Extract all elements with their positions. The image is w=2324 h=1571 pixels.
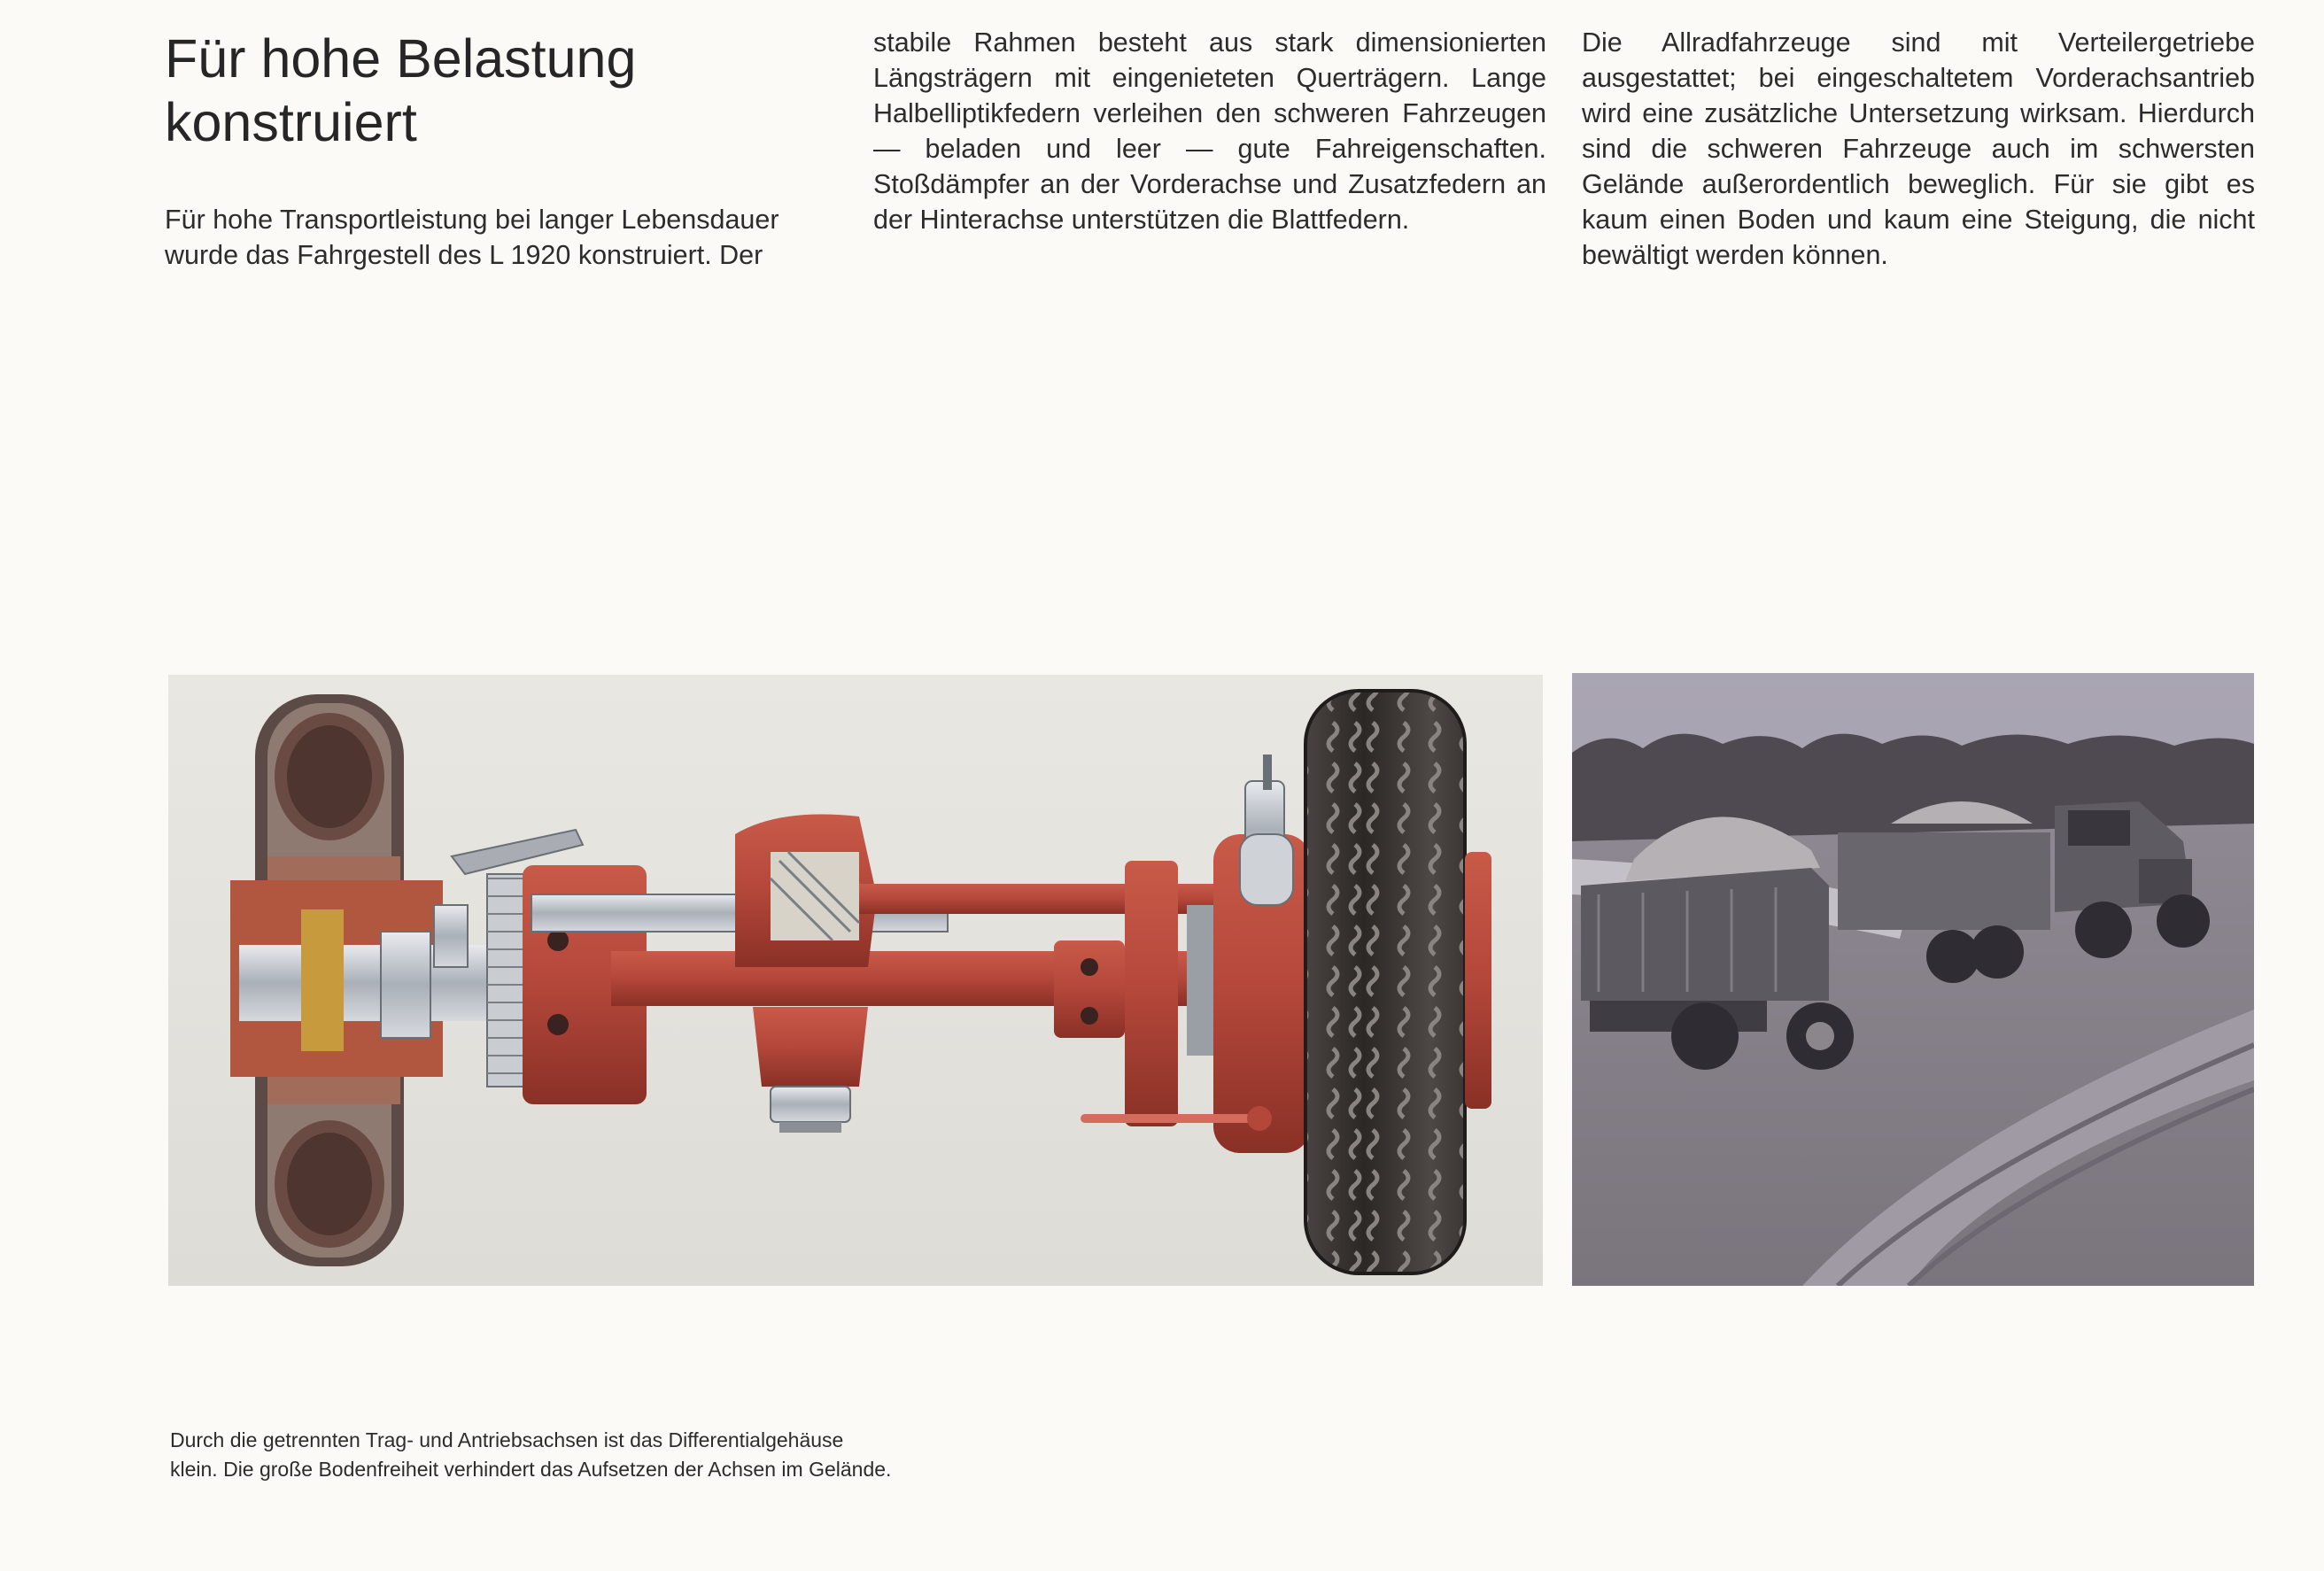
intro-paragraph: Für hohe Transportleistung bei langer Lebensdauer wurde das Fahrgestell des L 1920 konstruiert. Der bbox=[165, 205, 779, 270]
text-column-2-body: Längsträgern mit eingenieteten Querträgern. Lange Halbelliptikfedern verleihen den schweren Fahrzeugen — beladen und leer — gute Fahreigenschaften. Stoßdämpfer an der Vorderachse und Zusatzfedern an der Hinterachse unterstützen die Blattfedern. bbox=[873, 63, 1546, 235]
axle-cutaway-illustration bbox=[168, 675, 1543, 1286]
text-column-2-lead: stabile Rahmen besteht aus stark dimensionierten bbox=[873, 27, 1546, 58]
brake-rod bbox=[1081, 1114, 1258, 1123]
right-tyre bbox=[1305, 691, 1491, 1273]
text-column-2 bbox=[873, 25, 1546, 237]
heading-line-2: konstruiert bbox=[165, 92, 417, 152]
text-column-3: Die Allradfahrzeuge sind mit Verteilergetriebe ausgestattet; bei eingeschaltetem Vorderachsantrieb wird eine zusätzliche Untersetzung wirksam. Hierdurch sind die schweren Fahrzeuge auch im schwersten Gelände außerordentlich beweglich. Für sie gibt es kaum einen Boden und kaum eine Steigung, die nicht bewältigt werden können. bbox=[1582, 27, 2255, 270]
page-heading bbox=[165, 27, 838, 154]
truck-with-trailer-photo bbox=[1572, 673, 2254, 1286]
truck-photo-drawing bbox=[1572, 673, 2254, 1286]
heading-line-1: Für hohe Belastung bbox=[165, 28, 637, 89]
figure-caption: Durch die getrennten Trag- und Antriebsachsen ist das Differentialgehäuse klein. Die große Bodenfreiheit verhindert das Aufsetzen der Achsen im Gelände. bbox=[170, 1428, 892, 1481]
axle-cutaway-drawing bbox=[168, 675, 1543, 1286]
